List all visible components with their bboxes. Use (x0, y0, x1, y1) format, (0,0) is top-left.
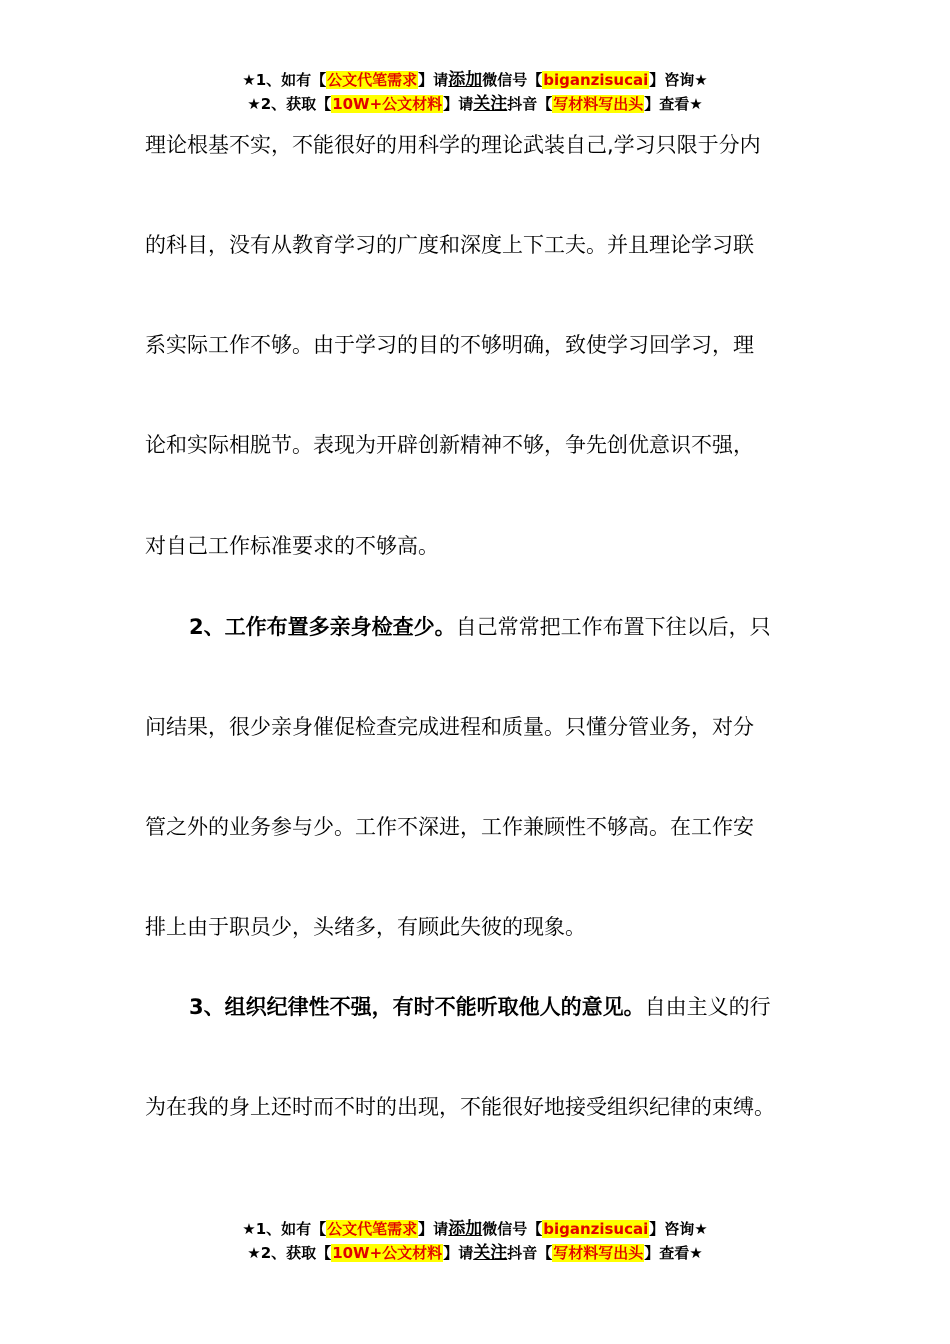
banner-line-2: ★2、获取【10W+公文材料】请关注抖音【写材料写出头】查看★ (247, 1243, 703, 1263)
paragraph-2-line: 管之外的业务参与少。工作不深进，工作兼顾性不够高。在工作安 (145, 815, 754, 839)
paragraph-3-line: 为在我的身上还时而不时的出现，不能很好地接受组织纪律的束缚。 (145, 1095, 775, 1119)
douyin-account: 写材料写出头 (553, 95, 644, 113)
paragraph-2-first-line: 2、工作布置多亲身检查少。自己常常把工作布置下往以后，只 (189, 615, 771, 639)
emphasis-add: 添加 (448, 70, 483, 90)
paragraph-1-line: 对自己工作标准要求的不够高。 (145, 534, 439, 558)
header-banner (0, 68, 950, 116)
paragraph-3-heading: 3、组织纪律性不强，有时不能听取他人的意见。 (189, 995, 645, 1019)
highlight-materials: 10W+公文材料 (332, 95, 443, 113)
banner-line-1: ★1、如有【公文代笔需求】请添加微信号【biganzisucai】咨询★ (242, 70, 708, 90)
highlight-service: 公文代笔需求 (327, 1220, 418, 1238)
paragraph-2-heading: 2、工作布置多亲身检查少。 (189, 615, 456, 639)
wechat-id: biganzisucai (543, 1220, 649, 1238)
paragraph-1-line: 理论根基不实，不能很好的用科学的理论武装自己,学习只限于分内 (145, 133, 761, 157)
emphasis-follow: 关注 (473, 94, 508, 114)
paragraph-2-line: 排上由于职员少，头绪多，有顾此失彼的现象。 (145, 915, 586, 939)
paragraph-1-line: 论和实际相脱节。表现为开辟创新精神不够，争先创优意识不强， (145, 433, 754, 457)
highlight-materials: 10W+公文材料 (332, 1244, 443, 1262)
emphasis-follow: 关注 (473, 1243, 508, 1263)
footer-banner (0, 1217, 950, 1265)
paragraph-1-line: 的科目，没有从教育学习的广度和深度上下工夫。并且理论学习联 (145, 233, 754, 257)
banner-line-2: ★2、获取【10W+公文材料】请关注抖音【写材料写出头】查看★ (247, 94, 703, 114)
paragraph-3-first-line: 3、组织纪律性不强，有时不能听取他人的意见。自由主义的行 (189, 995, 771, 1019)
wechat-id: biganzisucai (543, 71, 649, 89)
paragraph-2-line: 问结果，很少亲身催促检查完成进程和质量。只懂分管业务，对分 (145, 715, 754, 739)
highlight-service: 公文代笔需求 (327, 71, 418, 89)
banner-line-1: ★1、如有【公文代笔需求】请添加微信号【biganzisucai】咨询★ (242, 1219, 708, 1239)
douyin-account: 写材料写出头 (553, 1244, 644, 1262)
emphasis-add: 添加 (448, 1219, 483, 1239)
paragraph-1-line: 系实际工作不够。由于学习的目的不够明确，致使学习回学习，理 (145, 333, 754, 357)
